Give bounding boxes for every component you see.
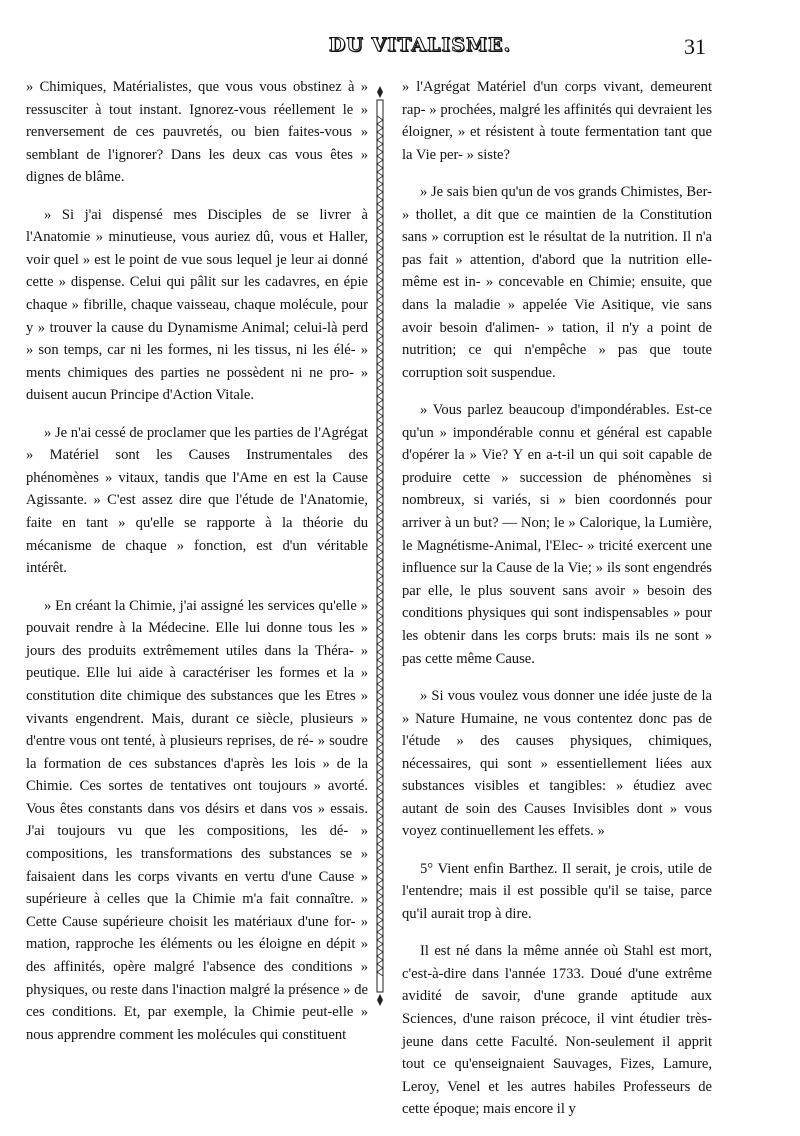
paragraph: » Vous parlez beaucoup d'impondérables. Est-ce qu'un » impondérable connu et général est capable d'opérer la » Vie? Y en a-t-il un qui soit capable de produire cette » succession de phénomènes si nombreux, si variés, si » bien coordonnés pour arriver à un but? — Non; le » Calorique, la Lumière, le Magnétisme-Animal, l'Elec- » tricité exercent une influence sur la Cause de la Vie; » ils sont engendrés par elle, le plus souvent sans avoir » besoin des conditions physiques qui sont indispensables » pour les obtenir dans les corps bruts: mais ils ne sont » pas cette même Cause. — [402, 402, 712, 667]
paragraph: » Je n'ai cessé de proclamer que les parties de l'Agrégat » Matériel sont les Causes Instrumentales des phénomènes » vitaux, tandis que l'Ame en est la Cause Agissante. » C'est assez dire que l'étude de l'Anatomie, faite en tant » qu'elle se rapporte à la théorie du mécanisme de chaque » fonction, est d'un véritable intérêt. — [26, 424, 368, 577]
right-column — [402, 76, 712, 1136]
paragraph: » Si j'ai dispensé mes Disciples de se livrer à l'Anatomie » minutieuse, vous auriez dû, vous et Haller, voir quel » est le point de vue sous lequel je leur ai donné cette » dispense. Celui qui pâlit sur les cadavres, en épie chaque » fibrille, chaque vaisseau, chaque molécule, pour y » trouver la cause du Dynamisme Animal; celui-là perd » son temps, car ni les formes, ni les tissus, ni les élé- » ments chimiques des parties ne possèdent ni ne pro- » duisent aucun Principe d'Action Vitale. — [26, 206, 368, 404]
paragraph: Il est né dans la même année où Stahl est mort, c'est-à-dire dans l'année 1733. Doué d'une extrême avidité de savoir, d'une grande aptitude aux Sciences, d'une raison précoce, il vint étudier très-jeune dans cette Faculté. Non-seulement il apprit tout ce qu'enseignaient Sauvages, Fizes, Lamure, Leroy, Venel et les autres habiles Professeurs de cette époque; mais encore il y — [402, 943, 712, 1118]
paragraph: » En créant la Chimie, j'ai assigné les services qu'elle » pouvait rendre à la Médecine. Elle lui donne tous les » jours des produits extrêmement utiles dans la Théra- » peutique. Elle lui aide à caractériser les formes et la » constitution dite chimique des substances que les Etres » vivants engendrent. Mais, durant ce siècle, plusieurs » d'entre vous ont tenté, à plusieurs reprises, de ré- » soudre la formation de ces substances d'après les lois » de la Chimie. Ces sortes de tentatives ont toujours » avorté. Vous êtes constants dans vos désirs et dans vos » essais. J'ai toujours vu que les compositions, les dé- » compositions, les transformations des substances se » faisaient dans les corps vivants en vertu d'une Cause » supérieure à celles que la Chimie m'a fait connaître. » Cette Cause supérieure choisit les matériaux d'une for- » mation, rapproche les éléments ou les éloigne en dépit » des affinités, opère malgré l'absence des conditions » physiques, ou reste dans l'inaction malgré la présence » de ces conditions. Et, par exemple, la Chimie peut-elle » nous apprendre comment les molécules qui constituent — [26, 597, 368, 1043]
left-column — [26, 76, 368, 1061]
column-divider-ornament — [374, 86, 386, 1006]
page-number: 31 — [684, 34, 706, 59]
paragraph: » Chimiques, Matérialistes, que vous vous obstinez à » ressusciter à tout instant. Ignorez-vous réellement le » renversement de ces pauvretés, ou bien faites-vous » semblant de l'ignorer? Dans les deux cas vous êtes » dignes de blâme. — [26, 79, 368, 186]
paragraph: » l'Agrégat Matériel d'un corps vivant, demeurent rap- » prochées, malgré les affinités qui devraient les éloigner, » et résistent à toute fermentation tant que la Vie per- » siste? — [402, 79, 712, 163]
paragraph: » Je sais bien qu'un de vos grands Chimistes, Ber- » thollet, a dit que ce maintien de la Constitution sans » corruption est le résultat de la nutrition. Il n'a pas fait » attention, d'abord que la nutrition elle-même est in- » concevable en Chimie; ensuite, que dans la maladie » appelée Vie Asitique, vie sans avoir besoin d'alimen- » tation, il n'y a point de nutrition; ce qui n'empêche » pas que toute corruption soit suspendue. — [402, 184, 712, 381]
paragraph: 5° Vient enfin Barthez. Il serait, je crois, utile de l'entendre; mais il est possible qu'il se taise, parce qu'il aurait trop à dire. — [402, 860, 712, 922]
page-header — [0, 34, 800, 62]
paragraph: » Si vous voulez vous donner une idée juste de la » Nature Humaine, ne vous contentez donc pas de l'étude » des causes physiques, chimiques, nécessaires, qui sont » essentiellement liées aux substances visibles et tangibles: » étudiez avec autant de soin des Causes Invisibles dont » vous voyez continuellement les effets. » — [402, 687, 712, 840]
running-title: DU VITALISME. — [328, 34, 512, 56]
